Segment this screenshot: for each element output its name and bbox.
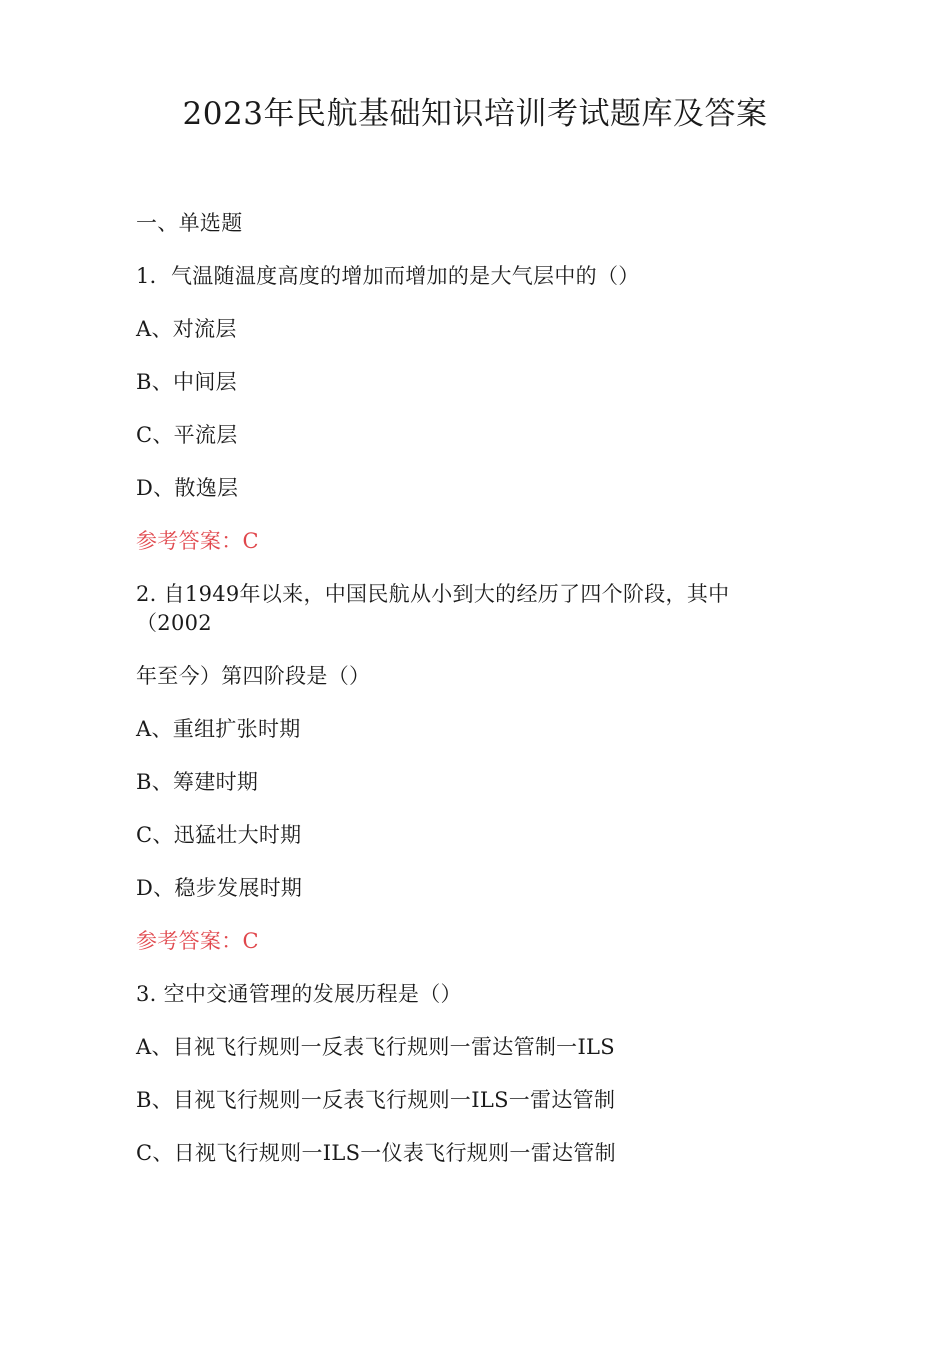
question-2-option-b: B、筹建时期 <box>136 770 259 794</box>
question-2-answer: 参考答案：C <box>136 929 259 953</box>
question-1-option-b: B、中间层 <box>136 370 237 394</box>
question-3-stem: 3. 空中交通管理的发展历程是（） <box>136 982 462 1006</box>
section-heading: 一、单选题 <box>136 211 243 235</box>
document-title: 2023年民航基础知识培训考试题库及答案 <box>182 96 768 132</box>
question-3-option-a: A、目视飞行规则一反表飞行规则一雷达管制一ILS <box>136 1035 615 1059</box>
question-2-stem-line-2: （2002 <box>136 611 212 635</box>
question-1-stem: 1．气温随温度高度的增加而增加的是大气层中的（） <box>136 264 640 288</box>
question-3-option-b: B、目视飞行规则一反表飞行规则一ILS一雷达管制 <box>136 1088 616 1112</box>
question-1-option-c: C、平流层 <box>136 423 238 447</box>
question-2-option-d: D、稳步发展时期 <box>136 876 303 900</box>
question-1-option-d: D、散逸层 <box>136 476 239 500</box>
question-2-stem-line-1: 2. 自1949年以来，中国民航从小到大的经历了四个阶段，其中 <box>136 582 730 606</box>
question-3-option-c: C、日视飞行规则一ILS一仪表飞行规则一雷达管制 <box>136 1141 616 1165</box>
question-2-option-a: A、重组扩张时期 <box>136 717 301 741</box>
question-2-stem-line-3: 年至今）第四阶段是（） <box>136 664 371 688</box>
question-1-option-a: A、对流层 <box>136 317 237 341</box>
question-2-option-c: C、迅猛壮大时期 <box>136 823 302 847</box>
question-1-answer: 参考答案：C <box>136 529 259 553</box>
